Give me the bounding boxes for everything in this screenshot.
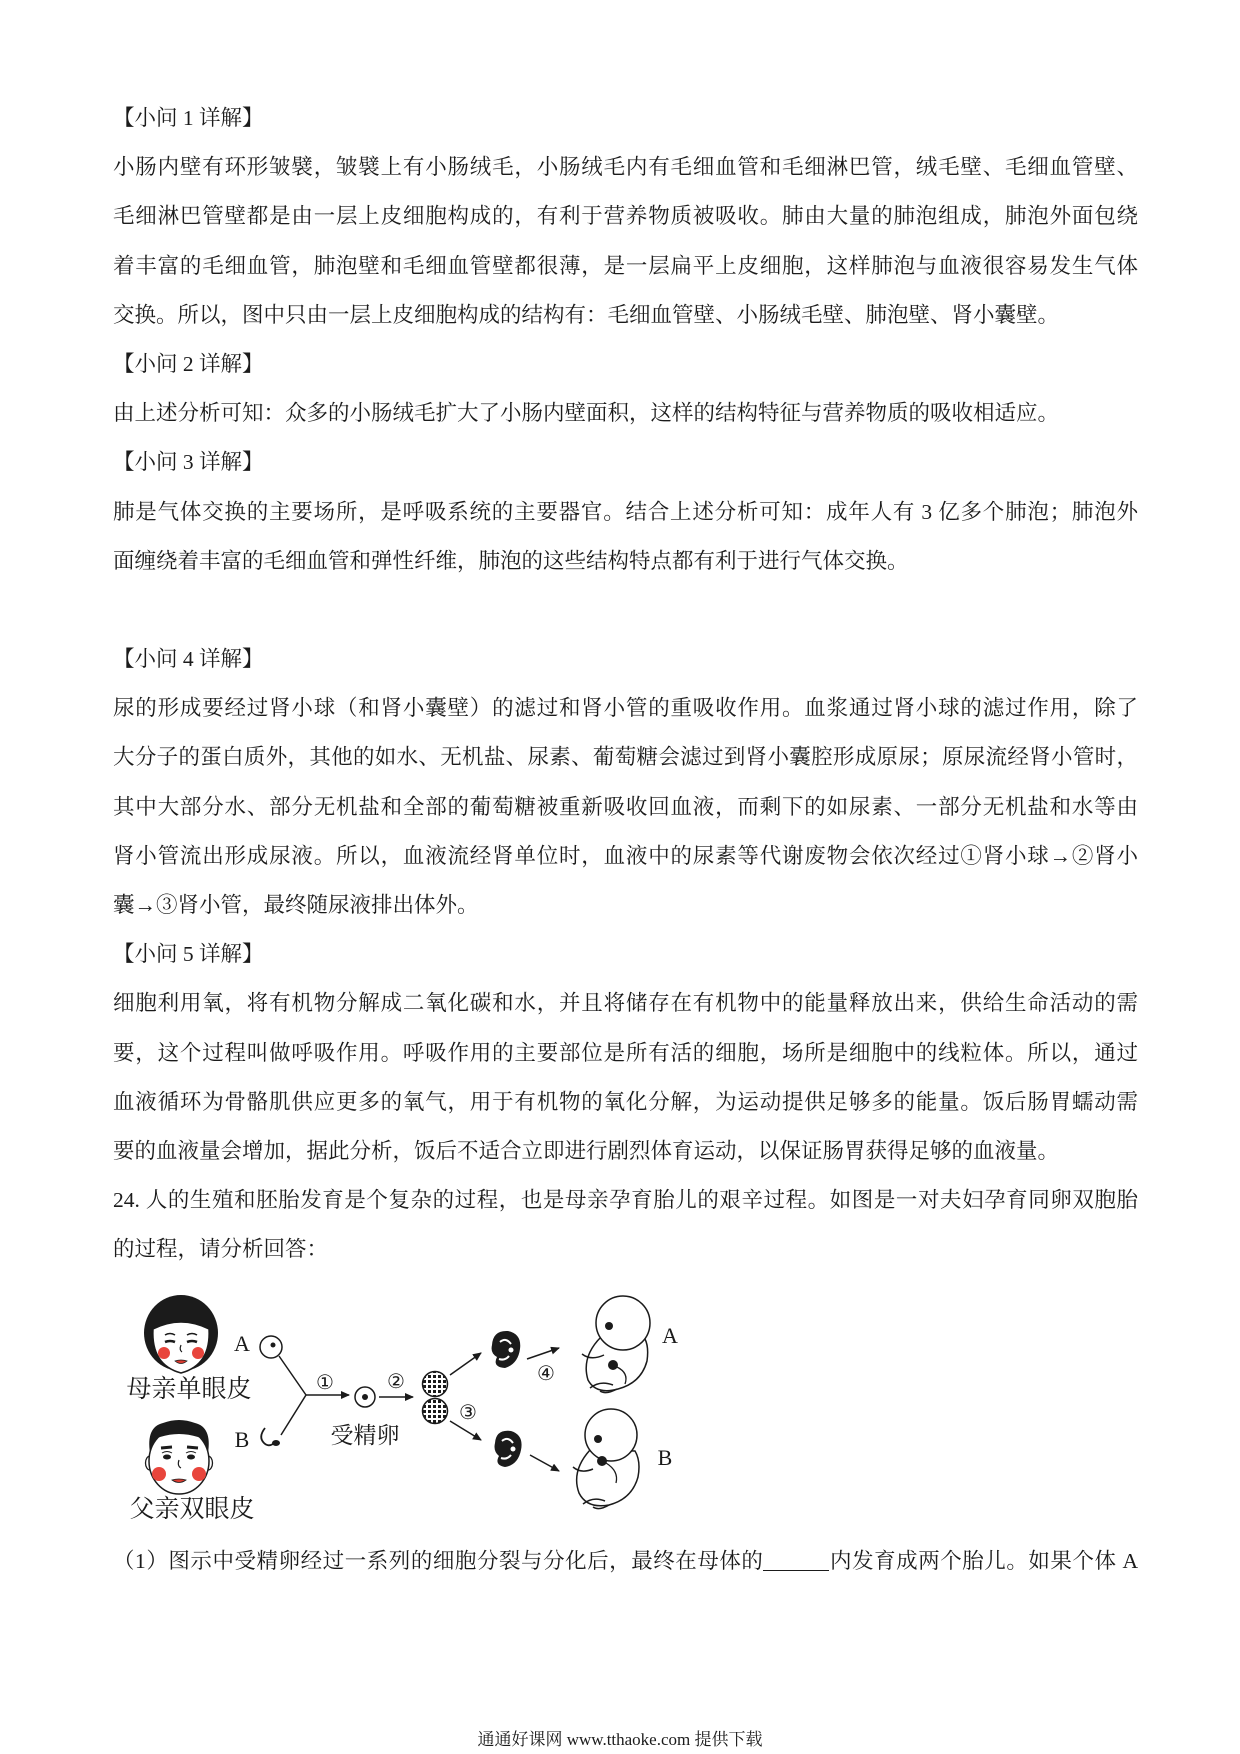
arrow-to-fetus-b <box>530 1455 559 1471</box>
fetus-a-placenta <box>608 1360 618 1370</box>
explanation-part-2 <box>113 340 1138 438</box>
section-heading: 【小问 5 详解】 <box>113 942 264 967</box>
father-cheek-left <box>152 1467 166 1481</box>
explanation-part-4 <box>113 635 1138 930</box>
embryo-a-eye <box>509 1347 514 1352</box>
embryo-b-eye <box>511 1446 516 1451</box>
father-caption: 父亲双眼皮 <box>129 1493 255 1523</box>
mother-face-outline <box>153 1322 209 1373</box>
paragraph-line: 毛细淋巴管壁都是由一层上皮细胞构成的，有利于营养物质被吸收。肺由大量的肺泡组成，肺泡外面包绕 <box>113 204 1138 229</box>
embryo-a <box>492 1330 521 1367</box>
step-2-label: ② <box>387 1368 405 1393</box>
paragraph-line: 其中大部分水、部分无机盐和全部的葡萄糖被重新吸收回血液，而剩下的如尿素、一部分无机盐和水等由 <box>113 794 1138 819</box>
father-cheek-right <box>192 1467 206 1481</box>
cell-mass-top <box>423 1371 448 1396</box>
sub-question-1-text-after: 内发育成两个胎儿。如果个体 A <box>829 1548 1138 1573</box>
mother-cheek-left <box>158 1347 170 1359</box>
paragraph-line: 着丰富的毛细血管，肺泡壁和毛细血管壁都很薄，是一层扁平上皮细胞，这样肺泡与血液很容易发生气体 <box>113 253 1138 278</box>
arrow-step-4 <box>527 1348 559 1359</box>
paragraph-line: 肺是气体交换的主要场所，是呼吸系统的主要器官。结合上述分析可知：成年人有 3 亿多个肺泡；肺泡外 <box>113 499 1138 524</box>
twin-b-label: B <box>657 1444 673 1470</box>
arrow-to-embryo-a <box>450 1353 481 1375</box>
answer-blank <box>763 1548 829 1572</box>
question-figure <box>113 1275 1138 1537</box>
question-stem-line: 的过程，请分析回答： <box>113 1237 329 1262</box>
father-face <box>146 1420 213 1494</box>
twin-a-label: A <box>662 1322 678 1348</box>
sperm-tail <box>261 1428 273 1445</box>
fetus-b-head <box>585 1409 637 1461</box>
mother-cheek-right <box>192 1347 204 1359</box>
father-eye-left <box>163 1454 171 1459</box>
explanation-part-5 <box>113 930 1138 1176</box>
embryo-b <box>495 1430 522 1466</box>
blank-line <box>113 586 1138 635</box>
fetus-b-eye <box>594 1435 602 1443</box>
fetus-b-placenta <box>597 1456 607 1466</box>
egg-cell <box>260 1336 282 1358</box>
fetus-a <box>582 1296 650 1393</box>
section-heading: 【小问 4 详解】 <box>113 647 264 672</box>
paragraph-line: 肾小管流出形成尿液。所以，血液流经肾单位时，血液中的尿素等代谢废物会依次经过①肾小球→②肾小 <box>113 843 1138 868</box>
twin-development-diagram <box>113 1285 693 1530</box>
paragraph-line: 小肠内壁有环形皱襞，皱襞上有小肠绒毛，小肠绒毛内有毛细血管和毛细淋巴管，绒毛壁、毛细血管壁、 <box>113 155 1138 180</box>
step-4-label: ④ <box>537 1360 555 1385</box>
cell-mass-bottom <box>423 1398 448 1423</box>
sub-question-1-text-before: （1）图示中受精卵经过一系列的细胞分裂与分化后，最终在母体的 <box>113 1548 764 1573</box>
step-1-label: ① <box>316 1369 334 1394</box>
mother-face <box>144 1295 218 1373</box>
mother-caption: 母亲单眼皮 <box>126 1373 252 1403</box>
father-eye-right <box>187 1454 195 1459</box>
paragraph-line: 血液循环为骨骼肌供应更多的氧气，用于有机物的氧化分解，为运动提供足够多的能量。饭后肠胃蠕动需 <box>113 1089 1138 1114</box>
fetus-a-eye <box>605 1322 613 1330</box>
paragraph-line: 细胞利用氧，将有机物分解成二氧化碳和水，并且将储存在有机物中的能量释放出来，供给生命活动的需 <box>113 991 1138 1016</box>
sperm-head <box>272 1440 280 1446</box>
egg-label: A <box>234 1330 250 1356</box>
paragraph-line: 要的血液量会增加，据此分析，饭后不适合立即进行剧烈体育运动，以保证肠胃获得足够的血液量。 <box>113 1138 1060 1163</box>
paragraph-line: 由上述分析可知：众多的小肠绒毛扩大了小肠内壁面积，这样的结构特征与营养物质的吸收相适应。 <box>113 401 1060 426</box>
fetus-b <box>573 1409 639 1509</box>
zygote-nucleus <box>362 1394 368 1400</box>
section-heading: 【小问 2 详解】 <box>113 351 264 376</box>
fetus-a-head <box>596 1296 650 1350</box>
sperm-label: B <box>234 1426 250 1452</box>
step-3-label: ③ <box>459 1399 477 1424</box>
page-content <box>113 94 1138 1586</box>
question-stem-line: 24. 人的生殖和胚胎发育是个复杂的过程，也是母亲孕育胎儿的艰辛过程。如图是一对夫妇孕育同卵双胞胎 <box>113 1188 1138 1213</box>
paragraph-line: 大分子的蛋白质外，其他的如水、无机盐、尿素、葡萄糖会滤过到肾小囊腔形成原尿；原尿流经肾小管时， <box>113 745 1138 770</box>
explanation-part-3 <box>113 438 1138 586</box>
paragraph-line: 面缠绕着丰富的毛细血管和弹性纤维，肺泡的这些结构特点都有利于进行气体交换。 <box>113 548 909 573</box>
paragraph-line: 囊→③肾小管，最终随尿液排出体外。 <box>113 893 479 917</box>
explanation-part-1 <box>113 94 1138 340</box>
zygote-label: 受精卵 <box>330 1422 400 1449</box>
embryo-a-body <box>492 1330 521 1367</box>
section-heading: 【小问 1 详解】 <box>113 106 264 130</box>
section-heading: 【小问 3 详解】 <box>113 450 264 475</box>
paragraph-line: 尿的形成要经过肾小球（和肾小囊壁）的滤过和肾小管的重吸收作用。血浆通过肾小球的滤过作用，除了 <box>113 696 1138 721</box>
paragraph-line: 交换。所以，图中只由一层上皮细胞构成的结构有：毛细血管壁、小肠绒毛壁、肺泡壁、肾小囊壁。 <box>113 302 1060 327</box>
paragraph-line: 要，这个过程叫做呼吸作用。呼吸作用的主要部位是所有活的细胞，场所是细胞中的线粒体。所以，通过 <box>113 1040 1138 1065</box>
sub-question-1 <box>113 1537 1138 1586</box>
question-24 <box>113 1176 1138 1586</box>
egg-nucleus <box>271 1342 276 1347</box>
fusion-lines <box>279 1356 306 1435</box>
embryo-b-body <box>495 1430 522 1466</box>
page-footer: 通通好课网 www.tthaoke.com 提供下载 <box>477 1730 763 1749</box>
